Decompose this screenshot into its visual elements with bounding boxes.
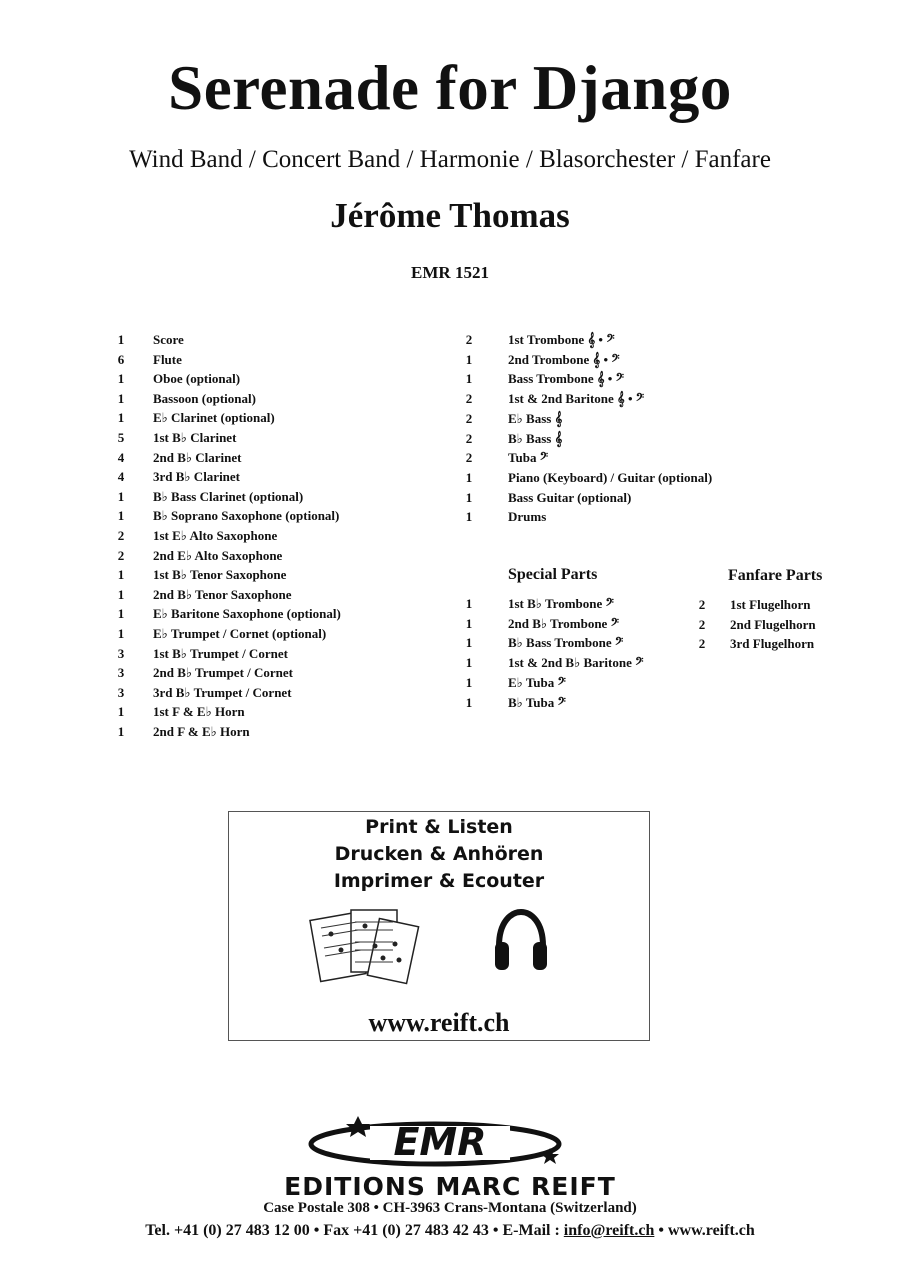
part-quantity: 1 <box>465 509 473 525</box>
page-title: Serenade for Django <box>168 53 732 123</box>
part-quantity: 1 <box>117 724 125 739</box>
part-name: 1st B♭ Trumpet / Cornet <box>153 645 288 661</box>
part-name: 3rd B♭ Clarinet <box>153 469 241 485</box>
part-quantity: 3 <box>117 684 125 700</box>
part-name: 1st & 2nd Baritone 𝄞 • 𝄢 <box>508 391 645 407</box>
part-quantity: 2 <box>465 391 473 407</box>
publisher-name: EDITIONS MARC REIFT <box>284 1172 616 1201</box>
part-name: B♭ Bass Clarinet (optional) <box>153 488 304 504</box>
part-quantity: 4 <box>117 469 125 485</box>
part-name: Tuba 𝄢 <box>508 450 549 466</box>
part-quantity: 1 <box>465 694 473 710</box>
part-quantity: 1 <box>465 674 473 690</box>
email-link[interactable]: info@reift.ch <box>563 1222 655 1239</box>
part-quantity: 1 <box>117 488 125 504</box>
publisher-contact <box>0 1222 900 1240</box>
part-quantity: 2 <box>698 636 706 652</box>
part-quantity: 1 <box>117 508 125 524</box>
part-quantity: 2 <box>117 528 125 543</box>
part-quantity: 5 <box>117 430 125 445</box>
part-name: 2nd Trombone 𝄞 • 𝄢 <box>508 351 620 367</box>
part-name: Score <box>153 332 184 347</box>
part-name: B♭ Tuba 𝄢 <box>508 694 566 710</box>
part-name: 1st B♭ Trombone 𝄢 <box>508 596 614 611</box>
part-quantity: 1 <box>465 615 473 631</box>
special-parts-list <box>462 594 702 716</box>
part-name: Piano (Keyboard) / Guitar (optional) <box>508 469 713 485</box>
part-name: B♭ Bass 𝄞 <box>508 430 563 446</box>
part-quantity: 2 <box>698 597 706 612</box>
catalog-number: EMR 1521 <box>411 263 489 282</box>
part-quantity: 1 <box>465 489 473 505</box>
part-quantity: 6 <box>117 351 125 367</box>
part-quantity: 1 <box>465 371 473 387</box>
part-quantity: 1 <box>465 655 473 671</box>
part-name: 1st B♭ Tenor Saxophone <box>153 567 287 583</box>
part-name: E♭ Clarinet (optional) <box>153 410 275 426</box>
part-name: 1st & 2nd B♭ Baritone 𝄢 <box>508 655 644 671</box>
instrumentation-left-list <box>114 330 454 750</box>
part-name: 1st Trombone 𝄞 • 𝄢 <box>508 332 615 347</box>
part-name: Bass Guitar (optional) <box>508 489 632 505</box>
part-quantity: 1 <box>117 567 125 583</box>
promo-line-english: Print & Listen <box>365 816 513 838</box>
part-name: Bass Trombone 𝄞 • 𝄢 <box>508 371 624 387</box>
promo-line-german: Drucken & Anhören <box>334 843 544 865</box>
part-name: 2nd B♭ Trombone 𝄢 <box>508 615 619 631</box>
part-name: B♭ Soprano Saxophone (optional) <box>153 508 340 524</box>
part-quantity: 3 <box>117 645 125 661</box>
part-quantity: 1 <box>465 596 473 611</box>
part-name: 2nd B♭ Tenor Saxophone <box>153 586 292 602</box>
sheet-music-icon <box>309 904 421 992</box>
part-quantity: 2 <box>465 332 473 347</box>
promo-website[interactable]: www.reift.ch <box>368 1008 510 1037</box>
fanfare-parts-list <box>695 595 845 657</box>
promo-line-french: Imprimer & Ecouter <box>333 870 545 892</box>
part-name: 2nd B♭ Trumpet / Cornet <box>153 665 293 681</box>
part-quantity: 2 <box>465 450 473 466</box>
part-name: 1st F & E♭ Horn <box>153 704 245 720</box>
contact-phone-fax: Tel. +41 (0) 27 483 12 00 • Fax +41 (0) 27 483 42 43 • E-Mail : <box>145 1222 564 1239</box>
part-name: 1st E♭ Alto Saxophone <box>153 528 278 543</box>
part-name: 2nd F & E♭ Horn <box>153 724 250 739</box>
headphones-icon <box>491 908 551 976</box>
part-quantity: 2 <box>465 430 473 446</box>
part-quantity: 3 <box>117 665 125 681</box>
part-quantity: 2 <box>117 547 125 563</box>
part-name: 2nd E♭ Alto Saxophone <box>153 547 283 563</box>
part-name: E♭ Tuba 𝄢 <box>508 674 566 690</box>
part-quantity: 1 <box>117 371 125 387</box>
part-quantity: 1 <box>117 606 125 622</box>
instrumentation-right-list <box>462 330 792 530</box>
part-name: Bassoon (optional) <box>153 390 256 406</box>
part-quantity: 1 <box>465 635 473 651</box>
publisher-address: Case Postale 308 • CH-3963 Crans-Montana (Switzerland) <box>263 1200 637 1216</box>
special-parts-heading: Special Parts <box>508 566 598 583</box>
emr-logo-text: EMR <box>393 1120 487 1164</box>
part-quantity: 1 <box>117 704 125 720</box>
part-quantity: 1 <box>117 586 125 602</box>
ensemble-subtitle: Wind Band / Concert Band / Harmonie / Blasorchester / Fanfare <box>129 146 771 173</box>
part-name: 2nd B♭ Clarinet <box>153 449 242 465</box>
part-name: E♭ Trumpet / Cornet (optional) <box>153 626 327 641</box>
part-quantity: 1 <box>117 626 125 641</box>
part-name: 3rd Flugelhorn <box>730 636 815 652</box>
emr-logo <box>300 1108 570 1170</box>
contact-website: • www.reift.ch <box>654 1222 755 1239</box>
part-name: B♭ Bass Trombone 𝄢 <box>508 635 624 651</box>
part-name: 1st B♭ Clarinet <box>153 430 237 445</box>
part-name: 3rd B♭ Trumpet / Cornet <box>153 684 292 700</box>
part-quantity: 1 <box>117 332 125 347</box>
part-quantity: 4 <box>117 449 125 465</box>
part-name: 1st Flugelhorn <box>730 597 811 612</box>
fanfare-parts-heading: Fanfare Parts <box>728 567 823 584</box>
part-name: Oboe (optional) <box>153 371 241 387</box>
part-name: 2nd Flugelhorn <box>730 616 816 632</box>
part-quantity: 1 <box>117 390 125 406</box>
part-quantity: 2 <box>698 616 706 632</box>
part-name: E♭ Bass 𝄞 <box>508 410 563 426</box>
part-quantity: 1 <box>117 410 125 426</box>
part-quantity: 2 <box>465 410 473 426</box>
part-quantity: 1 <box>465 469 473 485</box>
part-name: E♭ Baritone Saxophone (optional) <box>153 606 341 622</box>
part-quantity: 1 <box>465 351 473 367</box>
part-name: Drums <box>508 509 547 525</box>
print-listen-box <box>228 811 650 1041</box>
composer-name: Jérôme Thomas <box>330 196 570 235</box>
part-name: Flute <box>153 351 182 367</box>
